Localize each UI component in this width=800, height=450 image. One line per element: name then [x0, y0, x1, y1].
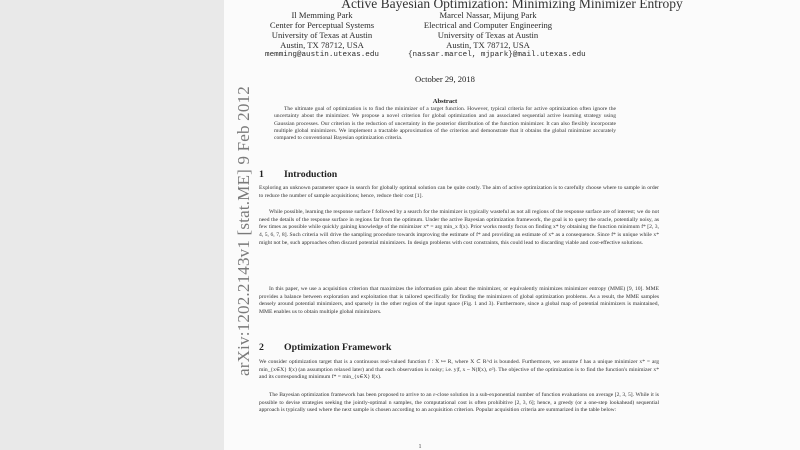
abstract-text: The ultimate goal of optimization is to find the minimizer of a target function. However, typical criteria for active optimization often ignore the uncertainty about the minimizer. We propose a novel criterion for global optimization and an associated sequential active learning strategy using Gaussian processes. Our criterion is the reduction of uncertainty in the posterior distribution of the function minimizer. It can also flexibly incorporate multiple global minimizers. We implement a tractable approximation of the criterion and demonstrate that it obtains the global minimizer accurately compared to conventional Bayesian optimization criteria.: [274, 106, 616, 142]
arxiv-side-stamp: [214, 80, 254, 380]
author-name: Il Memming Park: [291, 10, 353, 20]
section-title: Optimization Framework: [284, 342, 392, 353]
framework-paragraph-2: The Bayesian optimization framework has been proposed to arrive to an ε-close solution in a sub-exponential number of function evaluations on average [2, 3, 5]. While it is possible to devise strategies seeking the jointly-optimal n samples, the computational cost is often prohibitive [2, 3, 6]; hence, a greedy (or a one-step lookahead) sequential approach is typically used where the next sample is chosen according to an acquisition criterion. Popular acquisition criteria are summarized in the table below:: [259, 392, 659, 414]
author-email: memming@austin.utexas.edu: [265, 51, 379, 59]
section-heading-introduction: [259, 169, 337, 180]
author-address: Austin, TX 78712, USA: [446, 40, 530, 50]
author-address: Austin, TX 78712, USA: [280, 40, 364, 50]
abstract-heading: Abstract: [432, 98, 458, 105]
author-affiliation: Center for Perceptual Systems: [269, 20, 375, 30]
section-number: 1: [259, 169, 264, 180]
page-number: 1: [418, 444, 422, 450]
paper-date: October 29, 2018: [415, 74, 475, 84]
section-title: Introduction: [284, 169, 338, 180]
author-block-1: [262, 10, 382, 60]
intro-paragraph-2: While possible, learning the response surface f followed by a search for the minimizer is typically wasteful as not all regions of the response surface are of interest; we do not need the details of the response surface in regions far from the optimum. Under the active Bayesian optimization framework, the goal is to query the oracle, potentially noisy, as few times as possible while quickly gaining knowledge of the minimizer x* = arg min_x f(x). Prior works mostly focus on finding x* by obtaining the function minimum f* [2, 3, 4, 5, 6, 7, 8]. Such criteria will drive the sampling procedure towards improving the estimate of f* and providing an estimate of x* as a consequence. Since f* is unique while x* might not be, such approaches often discard potential minimizers. In design problems with cost constraints, this could lead to discarding viable and cost-effective solutions.: [259, 209, 659, 246]
author-email: {nassar.marcel, mjpark}@mail.utexas.edu: [408, 51, 586, 59]
author-affiliation: Electrical and Computer Engineering: [423, 20, 553, 30]
section-heading-optimization: [259, 342, 391, 353]
author-name: Marcel Nassar, Mijung Park: [439, 10, 537, 20]
author-institution: University of Texas at Austin: [271, 30, 373, 40]
framework-paragraph-1: We consider optimization target that is a continuous real-valued function f : X ↦ R, where X ⊂ R^d is bounded. Furthermore, we assume f has a unique minimizer x* = arg min_{x∈X} f(x) (an assumption relaxed later) and that each observation is noisy; i.e. y|f, x ~ N(f(x), σ²). The objective of the optimization is to find the function's minimizer x* and its corresponding minimum f* = min_{x∈X} f(x).: [259, 359, 659, 381]
author-block-2: [408, 10, 586, 60]
intro-paragraph-1: Exploring an unknown parameter space in search for globally optimal solution can be quite costly. The aim of active optimization is to carefully choose where to sample in order to reduce the number of sample acquisitions; hence, reduce their cost [1].: [259, 185, 659, 199]
section-number: 2: [259, 342, 264, 353]
paper-title: Active Bayesian Optimization: Minimizing Minimizer Entropy: [341, 0, 683, 11]
intro-paragraph-3: In this paper, we use a acquisition criterion that maximizes the information gain about the minimizer, or equivalently minimizes minimizer entropy (MME) [9, 10]. MME provides a balance between exploration and exploitation that is tailored specifically for finding the minimizers of global optimization problems. As a result, the MME samples densely around potential minimizers, and sparsely in the other region of the input space (Fig. 1 and 3). Furthermore, since a global map of potential minimizers is maintained, MME enables us to obtain multiple global minimizers.: [259, 286, 659, 316]
arxiv-identifier: arXiv:1202.2143v1 [stat.ME] 9 Feb 2012: [234, 86, 253, 376]
author-institution: University of Texas at Austin: [437, 30, 539, 40]
